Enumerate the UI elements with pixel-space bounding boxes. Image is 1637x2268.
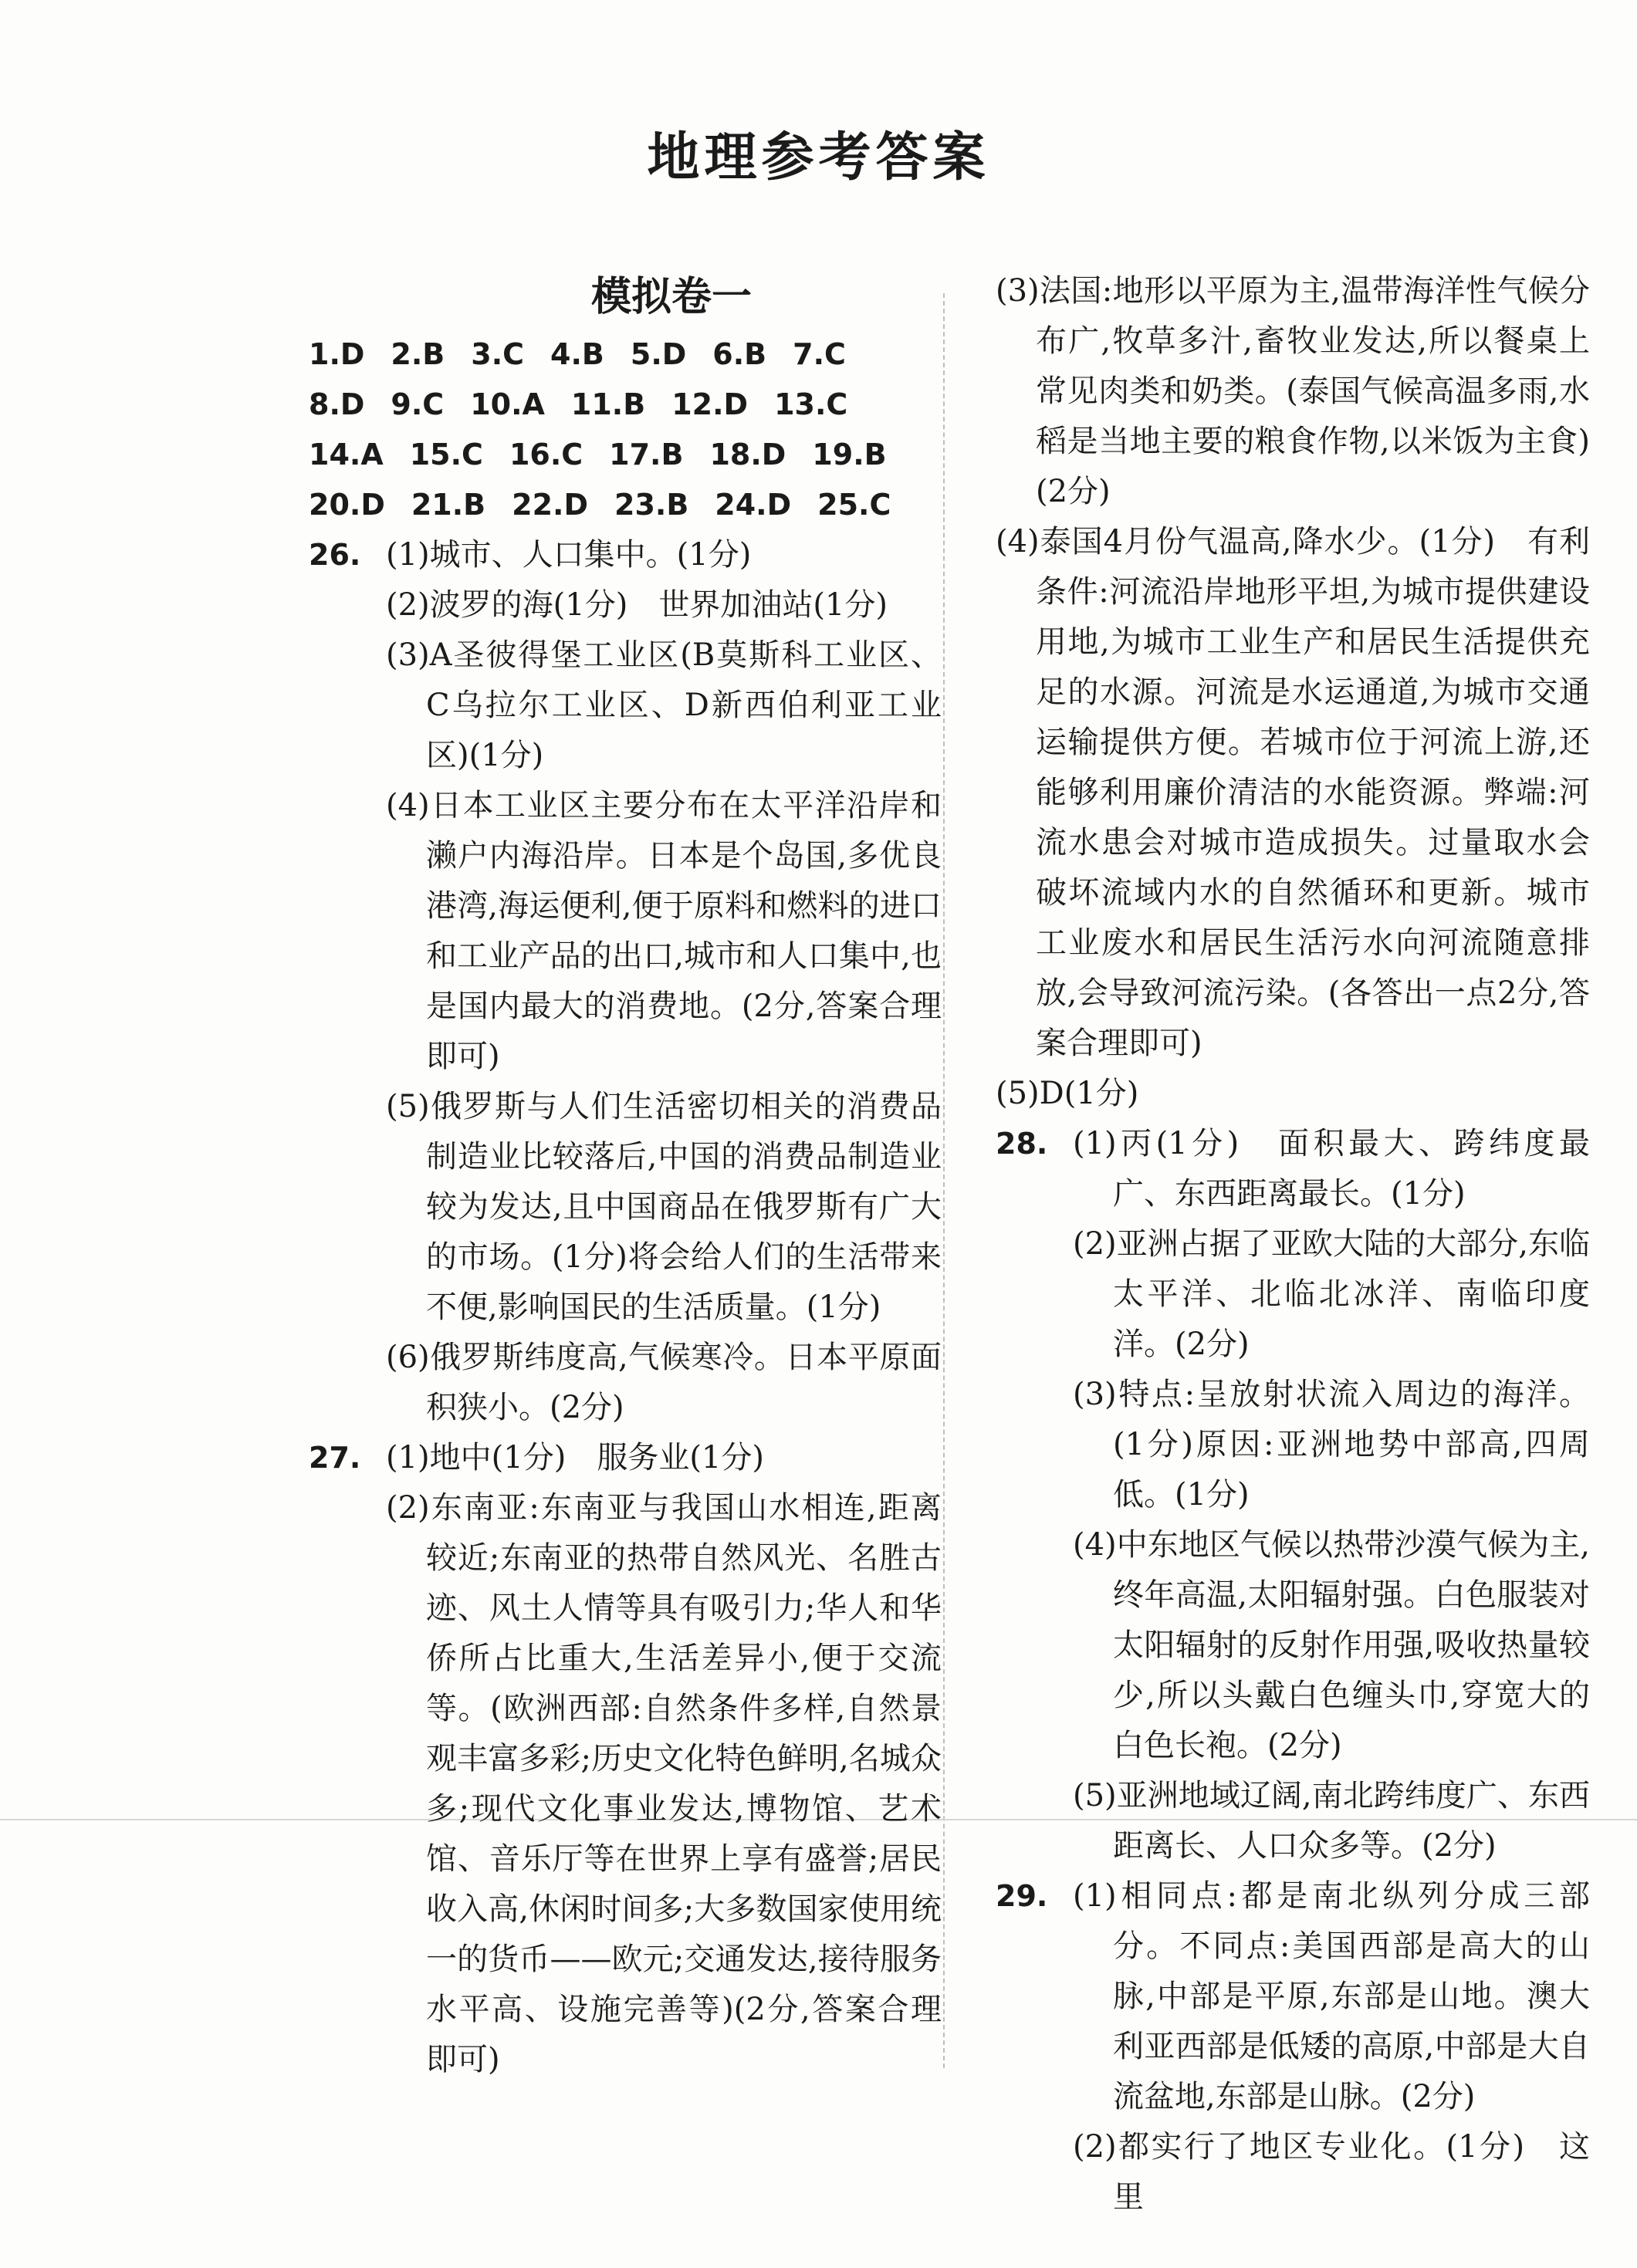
mc-answer: 11.B xyxy=(570,387,646,421)
column-divider xyxy=(943,293,945,2068)
mc-answer: 25.C xyxy=(817,488,891,522)
mc-answer: 17.B xyxy=(609,438,684,472)
answer-part: (3)特点:呈放射状流入周边的海洋。(1分)原因:亚洲地势中部高,四周低。(1分) xyxy=(1073,1377,1590,1513)
mc-answer: 14.A xyxy=(309,438,384,472)
answer-part: (2)东南亚:东南亚与我国山水相连,距离较近;东南亚的热带自然风光、名胜古迹、风土人情等具有吸引力;华人和华侨所占比重大,生活差异小,便于交流等。(欧洲西部:自然条件多样,自然景观丰富多彩;历史文化特色鲜明,名城众多;现代文化事业发达,博物馆、艺术馆、音乐厅等在世界上享有盛誉;居民收入高,休闲时间多;大多数国家使用统一的货币——欧元;交通发达,接待服务水平高、设施完善等)(2分,答案合理即可) xyxy=(386,1490,942,2077)
answer-part: (1)城市、人口集中。(1分) xyxy=(386,537,752,573)
answer-part: (4)中东地区气候以热带沙漠气候为主,终年高温,太阳辐射强。白色服装对太阳辐射的反射作用强,吸收热量较少,所以头戴白色缠头巾,穿宽大的白色长袍。(2分) xyxy=(1073,1527,1590,1763)
answer-part: (1)丙(1分) 面积最大、跨纬度最广、东西距离最长。(1分) xyxy=(1073,1126,1590,1212)
answer-part: (1)相同点:都是南北纵列分成三部分。不同点:美国西部是高大的山脉,中部是平原,东部是山地。澳大利亚西部是低矮的高原,中部是大自流盆地,东部是山脉。(2分) xyxy=(1073,1878,1590,2114)
mc-answer-row-1 xyxy=(309,330,942,380)
mc-answer: 8.D xyxy=(309,387,365,421)
answer-part: (5)俄罗斯与人们生活密切相关的消费品制造业比较落后,中国的消费品制造业较为发达,且中国商品在俄罗斯有广大的市场。(1分)将会给人们的生活带来不便,影响国民的生活质量。(1分) xyxy=(386,1089,942,1325)
section-title: 模拟卷一 xyxy=(590,274,752,320)
answer-part: (3)法国:地形以平原为主,温带海洋性气候分布广,牧草多汁,畜牧业发达,所以餐桌上常见肉类和奶类。(泰国气候高温多雨,水稻是当地主要的粮食作物,以米饭为主食)(2分) xyxy=(996,273,1590,509)
mc-answer: 1.D xyxy=(309,337,365,371)
mc-answer: 20.D xyxy=(309,488,385,522)
mc-answer: 5.D xyxy=(630,337,687,371)
mc-answer: 19.B xyxy=(812,438,887,472)
mc-answer-row-2 xyxy=(309,380,942,430)
mc-answer: 16.C xyxy=(509,438,583,472)
question-27-continued xyxy=(996,266,1590,1119)
page-title: 地理参考答案 xyxy=(647,127,990,188)
mc-answer: 10.A xyxy=(470,387,545,421)
answer-part: (1)地中(1分) 服务业(1分) xyxy=(386,1440,764,1475)
mc-answer: 3.C xyxy=(471,337,525,371)
mc-answer: 7.C xyxy=(793,337,846,371)
mc-answer: 22.D xyxy=(512,488,588,522)
mc-answer: 12.D xyxy=(671,387,749,421)
left-column xyxy=(309,266,942,2085)
answer-part: (5)D(1分) xyxy=(996,1076,1139,1111)
mc-answer-row-3 xyxy=(309,430,942,480)
question-number: 28. xyxy=(996,1127,1048,1161)
question-number: 29. xyxy=(996,1879,1048,1913)
mc-answer-row-4 xyxy=(309,480,942,530)
mc-answer: 23.B xyxy=(614,488,689,522)
answer-part: (2)亚洲占据了亚欧大陆的大部分,东临太平洋、北临北冰洋、南临印度洋。(2分) xyxy=(1073,1226,1590,1362)
question-28 xyxy=(996,1119,1590,1871)
question-27 xyxy=(309,1433,942,2085)
question-29 xyxy=(996,1871,1590,2222)
mc-answer: 15.C xyxy=(409,438,483,472)
answer-part: (4)泰国4月份气温高,降水少。(1分) 有利条件:河流沿岸地形平坦,为城市提供建设用地,为城市工业生产和居民生活提供充足的水源。河流是水运通道,为城市交通运输提供方便。若城市位于河流上游,还能够利用廉价清洁的水能资源。弊端:河流水患会对城市造成损失。过量取水会破坏流域内水的自然循环和更新。城市工业废水和居民生活污水向河流随意排放,会导致河流污染。(各答出一点2分,答案合理即可) xyxy=(996,524,1590,1061)
answer-part: (4)日本工业区主要分布在太平洋沿岸和濑户内海沿岸。日本是个岛国,多优良港湾,海运便利,便于原料和燃料的进口和工业产品的出口,城市和人口集中,也是国内最大的消费地。(2分,答案合理即可) xyxy=(386,788,942,1074)
mc-answer: 18.D xyxy=(709,438,786,472)
answer-part: (3)A圣彼得堡工业区(B莫斯科工业区、C乌拉尔工业区、D新西伯利亚工业区)(1分) xyxy=(386,637,942,773)
mc-answer: 21.B xyxy=(411,488,486,522)
mc-answer: 13.C xyxy=(774,387,848,421)
mc-answer: 9.C xyxy=(391,387,445,421)
question-26 xyxy=(309,530,942,1433)
answer-part: (2)都实行了地区专业化。(1分) 这里 xyxy=(1073,2129,1590,2215)
mc-answer: 6.B xyxy=(712,337,767,371)
answer-part: (5)亚洲地域辽阔,南北跨纬度广、东西距离长、人口众多等。(2分) xyxy=(1073,1778,1590,1864)
mc-answer: 2.B xyxy=(391,337,445,371)
right-column xyxy=(996,266,1590,2222)
answer-part: (2)波罗的海(1分) 世界加油站(1分) xyxy=(386,587,888,623)
answer-part: (6)俄罗斯纬度高,气候寒冷。日本平原面积狭小。(2分) xyxy=(386,1340,942,1425)
mc-answer: 24.D xyxy=(715,488,792,522)
mc-answer: 4.B xyxy=(550,337,604,371)
question-number: 27. xyxy=(309,1441,361,1475)
question-number: 26. xyxy=(309,538,361,572)
